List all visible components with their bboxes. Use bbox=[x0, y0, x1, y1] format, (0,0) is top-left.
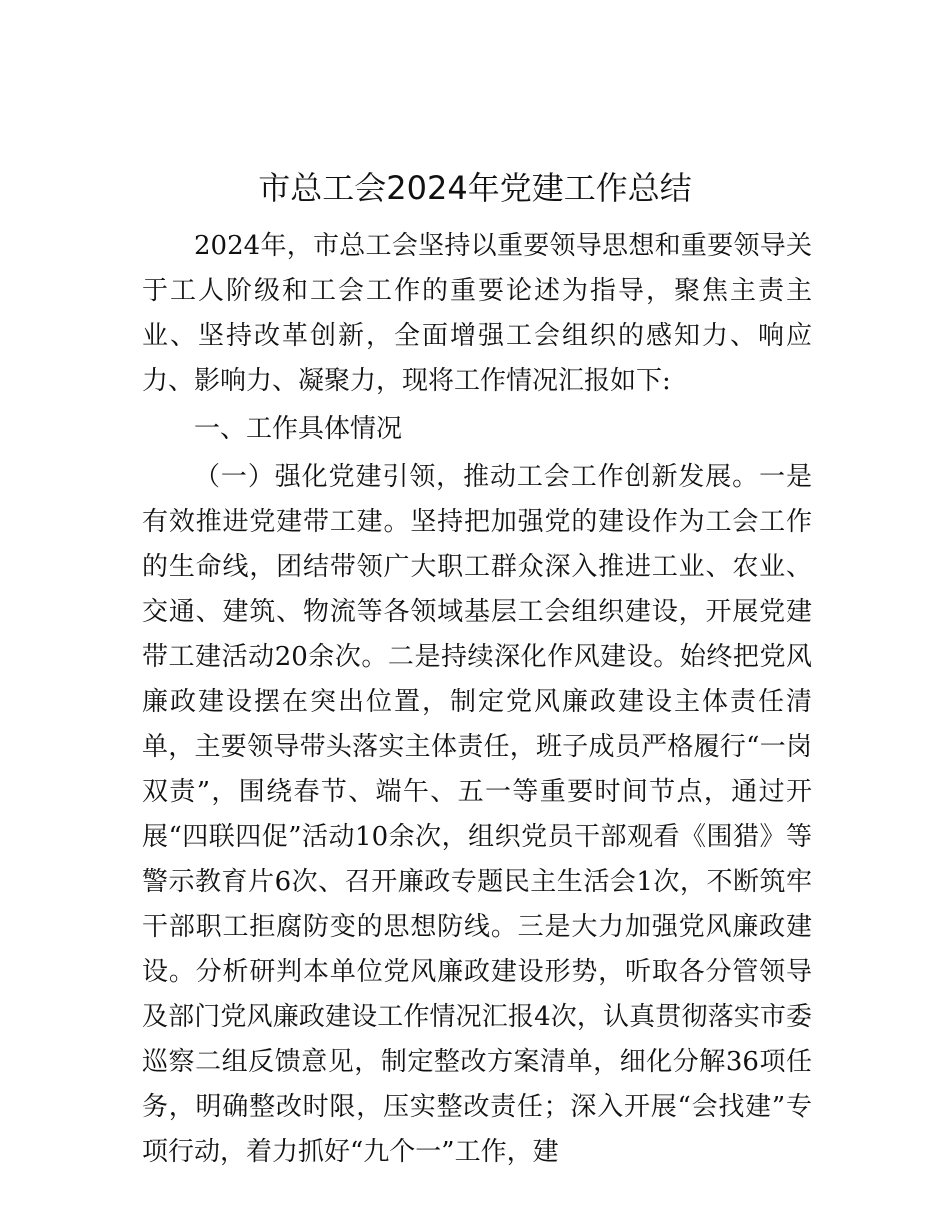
intro-paragraph: 2024年，市总工会坚持以重要领导思想和重要领导关于工人阶级和工会工作的重要论述为指导，聚焦主责主业、坚持改革创新，全面增强工会组织的感知力、响应力、影响力、凝聚力，现将工作情况汇报如下: bbox=[142, 231, 812, 396]
section-heading: 一、工作具体情况 bbox=[194, 414, 403, 444]
document-body bbox=[142, 224, 812, 1175]
section-paragraph: （一）强化党建引领，推动工会工作创新发展。一是有效推进党建带工建。坚持把加强党的建设作为工会工作的生命线，团结带领广大职工群众深入推进工业、农业、交通、建筑、物流等各领域基层工会组织建设，开展党建带工建活动20余次。二是持续深化作风建设。始终把党风廉政建设摆在突出位置，制定党风廉政建设主体责任清单，主要领导带头落实主体责任，班子成员严格履行“一岗双责”，围绕春节、端午、五一等重要时间节点，通过开展“四联四促”活动10余次，组织党员干部观看《围猎》等警示教育片6次、召开廉政专题民主生活会1次，不断筑牢干部职工拒腐防变的思想防线。三是大力加强党风廉政建设。分析研判本单位党风廉政建设形势，听取各分管领导及部门党风廉政建设工作情况汇报4次，认真贯彻落实市委巡察二组反馈意见，制定整改方案清单，细化分解36项任务，明确整改时限，压实整改责任；深入开展“会找建”专项行动，着力抓好“九个一”工作，建 bbox=[142, 462, 812, 1167]
document-title: 市总工会2024年党建工作总结 bbox=[258, 169, 692, 207]
